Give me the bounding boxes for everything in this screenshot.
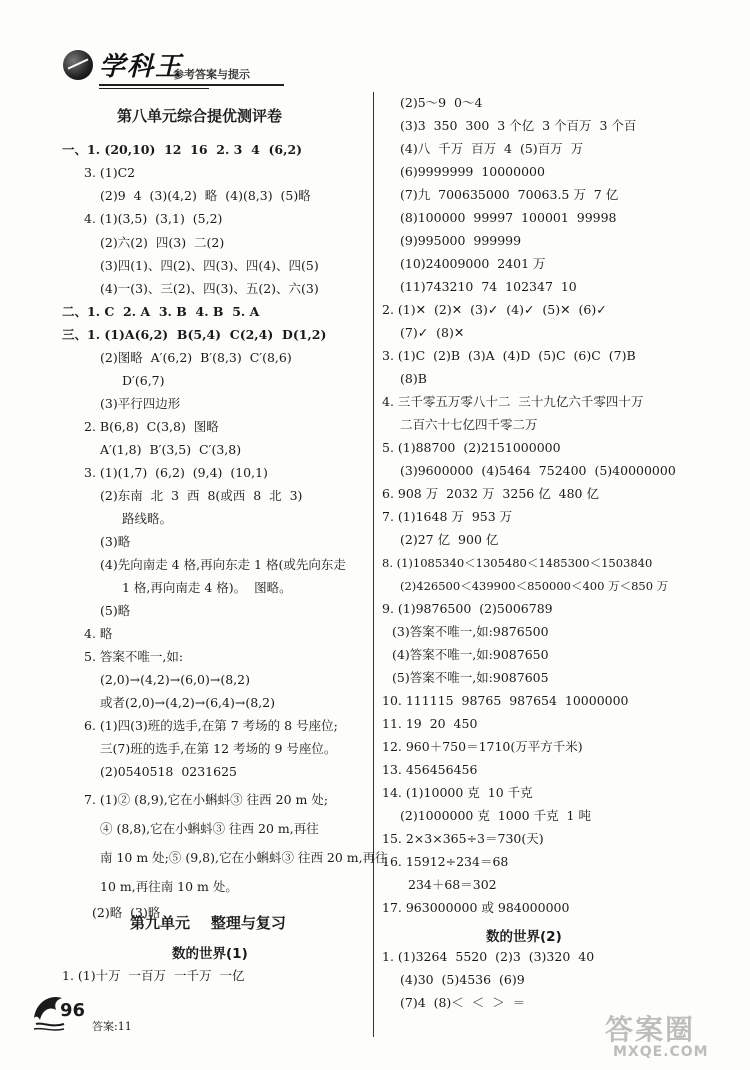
answer-line: 6. (1)四(3)班的选手,在第 7 考场的 8 号座位; bbox=[84, 718, 338, 733]
watermark-url: MXQE.COM bbox=[613, 1044, 709, 1060]
answer-line: (8)100000 99997 100001 99998 bbox=[400, 210, 617, 225]
answer-line: 7. (1)1648 万 953 万 bbox=[382, 509, 513, 524]
answer-line: 7. (1)② (8,9),它在小蝌蚪③ 往西 20 m 处; bbox=[84, 792, 329, 807]
answer-line: (2)六(2) 四(3) 二(2) bbox=[100, 235, 225, 250]
answer-line: (3)答案不唯一,如:9876500 bbox=[392, 624, 549, 639]
answer-line: (5)答案不唯一,如:9087605 bbox=[392, 670, 549, 685]
answer-line: 8. (1)1085340＜1305480＜1485300＜1503840 bbox=[382, 556, 653, 570]
answer-page-label: 答案:11 bbox=[92, 1020, 132, 1033]
header-rule-secondary bbox=[99, 88, 209, 89]
answer-line: (2)东南 北 3 西 8(或西 8 北 3) bbox=[100, 488, 303, 503]
unit9-title: 第九单元 整理与复习 bbox=[130, 914, 286, 932]
answer-line: (3)9600000 (4)5464 752400 (5)40000000 bbox=[400, 463, 676, 478]
answer-line: 南 10 m 处;⑤ (9,8),它在小蝌蚪③ 往西 20 m,再往 bbox=[100, 850, 388, 865]
answer-line: (7)九 700635000 70063.5 万 7 亿 bbox=[400, 187, 619, 202]
answer-line: 10 m,再往南 10 m 处。 bbox=[100, 879, 238, 894]
answer-line: (10)24009000 2401 万 bbox=[400, 256, 546, 271]
answer-line: 14. (1)10000 克 10 千克 bbox=[382, 785, 533, 800]
answer-line: 1. (1)3264 5520 (2)3 (3)320 40 bbox=[382, 949, 595, 964]
column-divider bbox=[373, 92, 374, 1037]
page-number: 96 bbox=[60, 1000, 86, 1021]
answer-line: 3. (1)C2 bbox=[84, 165, 136, 180]
answer-line: (9)995000 999999 bbox=[400, 233, 522, 248]
header-rule bbox=[99, 84, 284, 86]
answer-line: (2)略 (3)略 bbox=[92, 905, 161, 920]
answer-line: 二、1. C 2. A 3. B 4. B 5. A bbox=[62, 304, 260, 319]
unit8-title: 第八单元综合提优测评卷 bbox=[117, 107, 283, 125]
answer-line: (2)27 亿 900 亿 bbox=[400, 532, 499, 547]
answer-line: (2)图略 A′(6,2) B′(8,3) C′(8,6) bbox=[100, 350, 292, 365]
answer-line: 16. 15912÷234＝68 bbox=[382, 854, 509, 869]
answer-line: (2)9 4 (3)(4,2) 略 (4)(8,3) (5)略 bbox=[100, 188, 311, 203]
answer-line: (5)略 bbox=[100, 603, 131, 618]
header bbox=[55, 40, 285, 98]
answer-line: 一、1. (20,10) 12 16 2. 3 4 (6,2) bbox=[62, 142, 303, 157]
answer-line: 二百六十七亿四千零二万 bbox=[400, 417, 538, 432]
answer-line: (3)3 350 300 3 个亿 3 个百万 3 个百 bbox=[400, 118, 637, 133]
answer-line: ④ (8,8),它在小蝌蚪③ 往西 20 m,再往 bbox=[100, 821, 319, 836]
answer-line: D′(6,7) bbox=[122, 373, 165, 388]
answer-line: 4. (1)(3,5) (3,1) (5,2) bbox=[84, 211, 223, 226]
answer-line: 234＋68＝302 bbox=[408, 877, 497, 892]
answer-line: (2)426500＜439900＜850000＜400 万＜850 万 bbox=[400, 579, 669, 593]
answer-line: 4. 三千零五万零八十二 三十九亿六千零四十万 bbox=[382, 394, 644, 409]
answer-line: 或者(2,0)→(4,2)→(6,4)→(8,2) bbox=[100, 695, 275, 710]
answer-line: (4)先向南走 4 格,再向东走 1 格(或先向东走 bbox=[100, 557, 346, 572]
answer-line: (7)4 (8)＜ ＜ ＞ ＝ bbox=[400, 995, 526, 1010]
answer-line: (4)答案不唯一,如:9087650 bbox=[392, 647, 549, 662]
answer-line: 2. (1)✕ (2)✕ (3)✓ (4)✓ (5)✕ (6)✓ bbox=[382, 302, 607, 317]
answer-line: (2)0540518 0231625 bbox=[100, 764, 237, 779]
answer-line: (2)5～9 0～4 bbox=[400, 95, 483, 110]
answer-line: (4)八 千万 百万 4 (5)百万 万 bbox=[400, 141, 584, 156]
answer-line: (3)略 bbox=[100, 534, 131, 549]
answer-line: 11. 19 20 450 bbox=[382, 716, 478, 731]
answer-line: 三(7)班的选手,在第 12 考场的 9 号座位。 bbox=[100, 741, 337, 756]
answer-line: (8)B bbox=[400, 371, 427, 386]
watermark-text: 答案圈 bbox=[605, 1013, 696, 1046]
answer-line: 13. 456456456 bbox=[382, 762, 478, 777]
answer-line: 6. 908 万 2032 万 3256 亿 480 亿 bbox=[382, 486, 599, 501]
answer-line: 3. (1)C (2)B (3)A (4)D (5)C (6)C (7)B bbox=[382, 348, 636, 363]
answer-line: 5. 答案不唯一,如: bbox=[84, 649, 184, 664]
world1-title: 数的世界(1) bbox=[172, 946, 248, 962]
answer-line: (2,0)→(4,2)→(6,0)→(8,2) bbox=[100, 672, 250, 687]
answer-line: (11)743210 74 102347 10 bbox=[400, 279, 577, 294]
answer-line: 3. (1)(1,7) (6,2) (9,4) (10,1) bbox=[84, 465, 268, 480]
answer-line: A′(1,8) B′(3,5) C′(3,8) bbox=[100, 442, 242, 457]
answer-line: (2)1000000 克 1000 千克 1 吨 bbox=[400, 808, 591, 823]
answer-line: 10. 111115 98765 987654 10000000 bbox=[382, 693, 629, 708]
answer-line: 1 格,再向南走 4 格)。 图略。 bbox=[122, 580, 292, 595]
answer-line: 5. (1)88700 (2)2151000000 bbox=[382, 440, 561, 455]
answer-line: (6)9999999 10000000 bbox=[400, 164, 545, 179]
watermark bbox=[605, 1008, 745, 1066]
answer-line: 12. 960＋750＝1710(万平方千米) bbox=[382, 739, 583, 754]
answer-line: (3)四(1)、四(2)、四(3)、四(4)、四(5) bbox=[100, 258, 319, 273]
answer-line: 2. B(6,8) C(3,8) 图略 bbox=[84, 419, 219, 434]
brand-logo: 学科王 bbox=[99, 52, 184, 82]
answer-line: 9. (1)9876500 (2)5006789 bbox=[382, 601, 553, 616]
answer-line: (4)一(3)、三(2)、四(3)、五(2)、六(3) bbox=[100, 281, 319, 296]
answer-line: 15. 2×3×365÷3＝730(天) bbox=[382, 831, 544, 846]
header-subtitle: 参考答案与提示 bbox=[173, 68, 250, 81]
world2-title: 数的世界(2) bbox=[486, 929, 562, 945]
answer-line: 4. 略 bbox=[84, 626, 113, 641]
answer-line: 17. 963000000 或 984000000 bbox=[382, 900, 570, 915]
logo-icon bbox=[63, 50, 93, 80]
answer-line: 1. (1)十万 一百万 一千万 一亿 bbox=[62, 968, 245, 983]
answer-line: (3)平行四边形 bbox=[100, 396, 181, 411]
answer-line: (4)30 (5)4536 (6)9 bbox=[400, 972, 525, 987]
answer-line: (7)✓ (8)✕ bbox=[400, 325, 465, 340]
answer-line: 三、1. (1)A(6,2) B(5,4) C(2,4) D(1,2) bbox=[62, 327, 327, 342]
answer-line: 路线略。 bbox=[122, 511, 173, 526]
